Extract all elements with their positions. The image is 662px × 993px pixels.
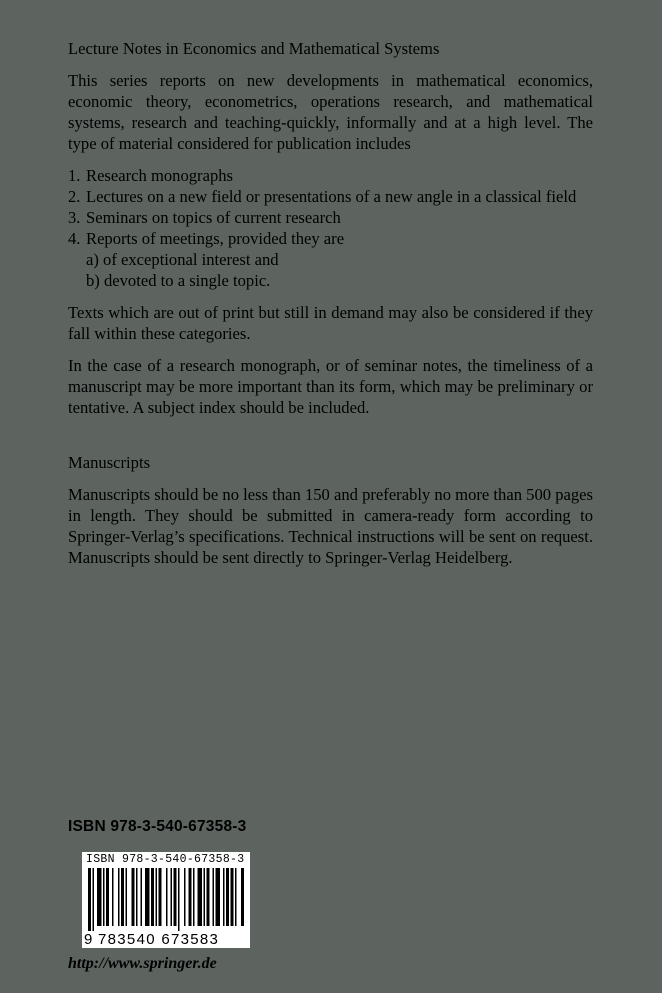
barcode-bar <box>213 868 215 926</box>
barcode-bar <box>103 868 105 926</box>
out-of-print-paragraph: Texts which are out of print but still in demand may also be considered if they fall within these categories. <box>68 303 593 343</box>
sub-list-item: a) of exceptional interest and <box>86 250 279 269</box>
list-text: Reports of meetings, provided they are <box>86 229 345 248</box>
material-list <box>68 165 593 291</box>
isbn-label: ISBN 978-3-540-67358-3 <box>68 818 247 835</box>
intro-paragraph: This series reports on new developments in mathematical economics, economic theory, econometrics, operations research, and mathematical systems, research and teaching-quickly, informally and at a high level. The type of material considered for publication includes <box>68 71 593 153</box>
list-number: 4. <box>68 229 81 248</box>
barcode-digits: 783540 673583 <box>98 931 220 948</box>
barcode-bar <box>204 868 206 926</box>
barcode <box>82 852 250 948</box>
barcode-first-digit: 9 <box>84 931 93 948</box>
barcode-bar <box>235 868 237 926</box>
barcode-bar <box>112 868 114 926</box>
barcode-bar <box>141 868 143 926</box>
series-title: Lecture Notes in Economics and Mathematical Systems <box>68 39 440 58</box>
barcode-bar <box>97 868 102 926</box>
barcode-bar <box>145 868 150 926</box>
barcode-bar <box>126 868 128 926</box>
manuscripts-heading: Manuscripts <box>68 453 151 472</box>
publisher-url: http://www.springer.de <box>68 955 217 972</box>
barcode-bar <box>88 868 91 931</box>
barcode-bar <box>93 868 95 931</box>
list-text: Research monographs <box>86 166 233 185</box>
list-text: Lectures on a new field or presentations of a new angle in a classical field <box>86 187 577 206</box>
list-item <box>68 165 593 186</box>
barcode-bar <box>121 868 124 926</box>
barcode-bar <box>231 868 234 926</box>
barcode-bar <box>216 868 221 926</box>
barcode-bar <box>136 868 138 926</box>
sub-list <box>86 249 593 291</box>
timeliness-paragraph: In the case of a research monograph, or of seminar notes, the timeliness of a manuscript may be more important than its form, which may be preliminary or tentative. A subject index should be included. <box>68 356 593 417</box>
sub-list-item: b) devoted to a single topic. <box>86 271 271 290</box>
barcode-bar <box>118 868 120 926</box>
barcode-bar <box>159 868 162 926</box>
list-item <box>68 228 593 291</box>
list-number: 1. <box>68 166 81 185</box>
barcode-bar <box>226 868 229 926</box>
barcode-bar <box>189 868 192 926</box>
barcode-bar <box>184 868 186 926</box>
list-item <box>68 186 593 207</box>
barcode-bar <box>174 868 177 926</box>
barcode-bar <box>207 868 210 926</box>
list-text: Seminars on topics of current research <box>86 208 341 227</box>
list-number: 3. <box>68 208 81 227</box>
text-block <box>68 38 593 579</box>
barcode-bar <box>156 868 158 926</box>
barcode-bar <box>178 868 180 931</box>
barcode-bar <box>106 868 109 926</box>
barcode-bar <box>241 868 244 926</box>
barcode-bar <box>171 868 173 926</box>
barcode-bar <box>132 868 135 926</box>
barcode-bars <box>88 868 244 931</box>
barcode-isbn-text: ISBN 978-3-540-67358-3 <box>86 853 245 866</box>
list-number: 2. <box>68 187 81 206</box>
barcode-bar <box>198 868 203 926</box>
barcode-bar <box>193 868 195 926</box>
list-item <box>68 207 593 228</box>
manuscripts-paragraph: Manuscripts should be no less than 150 and preferably no more than 500 pages in length. They should be submitted in camera-ready form according to Springer-Verlag’s specifications. Technical instructions will be sent on request. Manuscripts should be sent directly to Springer-Verlag Heidelberg. <box>68 485 593 567</box>
barcode-bar <box>151 868 154 926</box>
barcode-bar <box>223 868 225 926</box>
barcode-bar <box>166 868 168 926</box>
